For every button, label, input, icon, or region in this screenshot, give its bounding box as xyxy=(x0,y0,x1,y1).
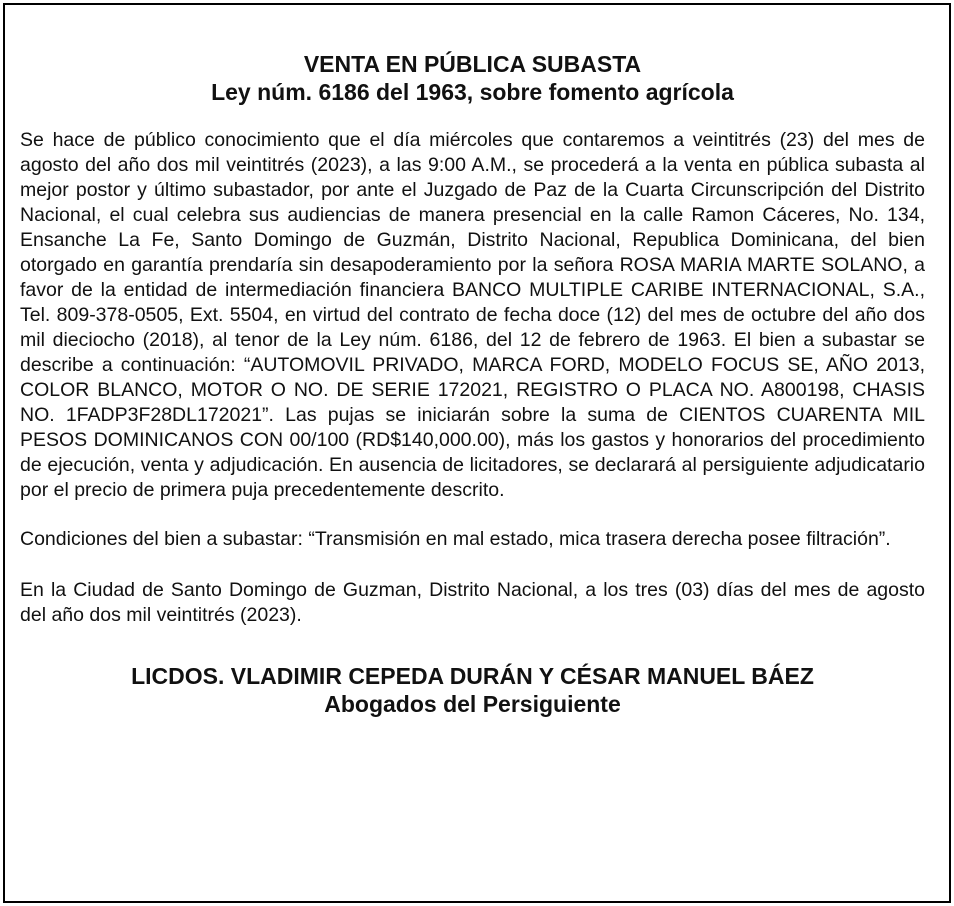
signature-role: Abogados del Persiguiente xyxy=(324,691,621,717)
main-paragraph: Se hace de público conocimiento que el día miércoles que contaremos a veintitrés (23) del mes de agosto del año dos mil veintitrés (2023), a las 9:00 A.M., se procederá a la venta en pública subasta al mejor postor y último subastador, por ante el Juzgado de Paz de la Cuarta Circunscripción del Distrito Nacional, el cual celebra sus audiencias de manera presencial en la calle Ramon Cáceres, No. 134, Ensanche La Fe, Santo Domingo de Guzmán, Distrito Nacional, Republica Dominicana, del bien otorgado en garantía prendaría sin desapoderamiento por la señora ROSA MARIA MARTE SOLANO, a favor de la entidad de intermediación financiera BANCO MULTIPLE CARIBE INTERNACIONAL, S.A., Tel. 809-378-0505, Ext. 5504, en virtud del contrato de fecha doce (12) del mes de octubre del año dos mil dieciocho (2018), al tenor de la Ley núm. 6186, del 12 de febrero de 1963. El bien a subastar se describe a continuación: “AUTOMOVIL PRIVADO, MARCA FORD, MODELO FOCUS SE, AÑO 2013, COLOR BLANCO, MOTOR O NO. DE SERIE 172021, REGISTRO O PLACA NO. A800198, CHASIS NO. 1FADP3F28DL172021”. Las pujas se iniciarán sobre la suma de CIENTOS CUARENTA MIL PESOS DOMINICANOS CON 00/100 (RD$140,000.00), más los gastos y honorarios del procedimiento de ejecución, venta y adjudicación. En ausencia de licitadores, se declarará al persiguiente adjudicatario por el precio de primera puja precedentemente descrito. xyxy=(20,129,925,501)
notice-subtitle: Ley núm. 6186 del 1963, sobre fomento agrícola xyxy=(211,79,734,105)
notice-title: VENTA EN PÚBLICA SUBASTA xyxy=(303,51,642,77)
signature-names: LICDOS. VLADIMIR CEPEDA DURÁN Y CÉSAR MANUEL BÁEZ xyxy=(131,663,814,689)
legal-notice xyxy=(20,50,925,718)
place-date-paragraph: En la Ciudad de Santo Domingo de Guzman, Distrito Nacional, a los tres (03) días del mes de agosto del año dos mil veintitrés (2023). xyxy=(20,579,925,626)
conditions-paragraph: Condiciones del bien a subastar: “Transmisión en mal estado, mica trasera derecha posee filtración”. xyxy=(20,528,891,550)
signature-block xyxy=(20,662,925,718)
